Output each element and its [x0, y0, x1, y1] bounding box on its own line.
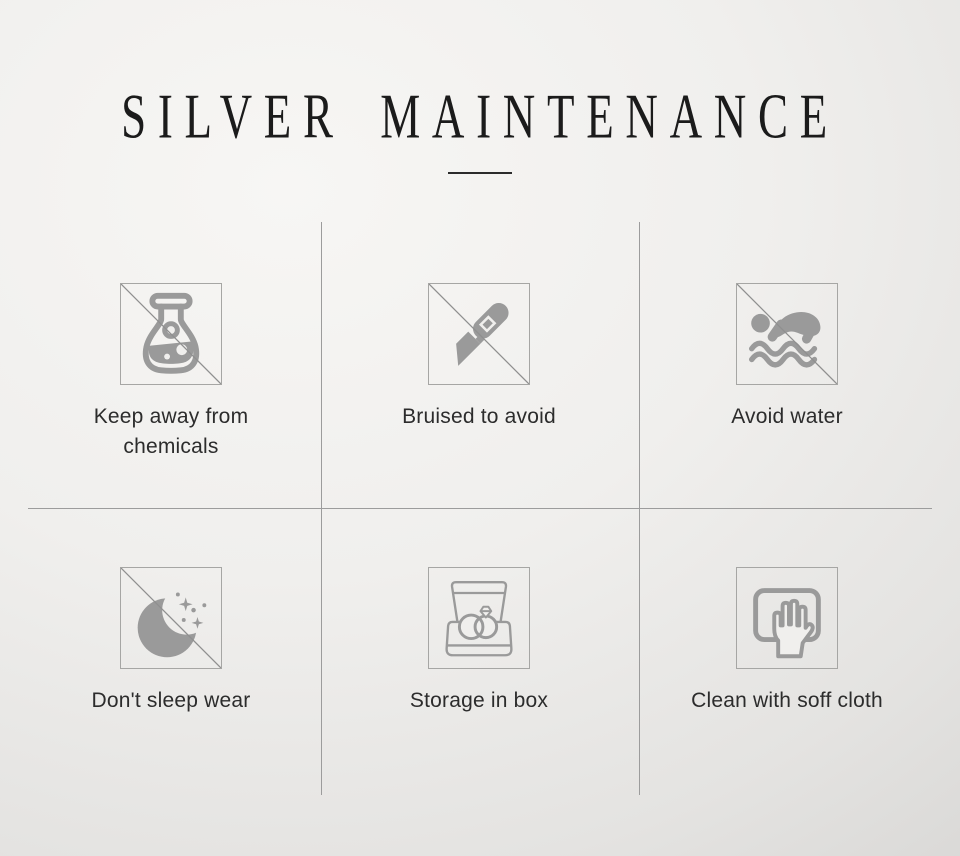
label-line: Storage in box [409, 689, 549, 712]
utility-knife-icon [429, 284, 529, 384]
horizontal-divider [28, 508, 932, 509]
cloth-wipe-hand-icon [736, 567, 838, 669]
no-sleep-moon-icon [120, 567, 222, 669]
label-line: Clean with soff cloth [691, 689, 883, 712]
no-swimming-icon [736, 283, 838, 385]
cell-sleep [11, 567, 331, 716]
title-underline [448, 172, 512, 174]
hand-cloth-icon [737, 568, 837, 668]
cell-label-water [731, 402, 843, 432]
cell-label-chemicals [94, 402, 249, 462]
ring-box-icon [428, 567, 530, 669]
flask-icon [121, 284, 221, 384]
cell-water [627, 283, 947, 432]
cell-label-sleep [92, 686, 251, 716]
ring-box-icon [429, 568, 529, 668]
no-knife-icon [428, 283, 530, 385]
swimmer-icon [737, 284, 837, 384]
cell-label-storage [410, 686, 548, 716]
cell-chemicals [11, 283, 331, 462]
cell-storage [319, 567, 639, 716]
moon-stars-icon [121, 568, 221, 668]
no-chemicals-flask-icon [120, 283, 222, 385]
label-line: Don't sleep wear [91, 689, 251, 712]
label-line: Avoid water [731, 405, 843, 428]
cell-bruised [319, 283, 639, 432]
cell-clean [627, 567, 947, 716]
label-line: Bruised to avoid [402, 405, 556, 428]
label-line: Keep away from [93, 405, 249, 428]
header [0, 0, 960, 174]
cell-label-clean [691, 686, 883, 716]
label-line: chemicals [123, 435, 219, 458]
cell-label-bruised [402, 402, 556, 432]
page-title: SILVER MAINTENANCE [121, 80, 839, 152]
